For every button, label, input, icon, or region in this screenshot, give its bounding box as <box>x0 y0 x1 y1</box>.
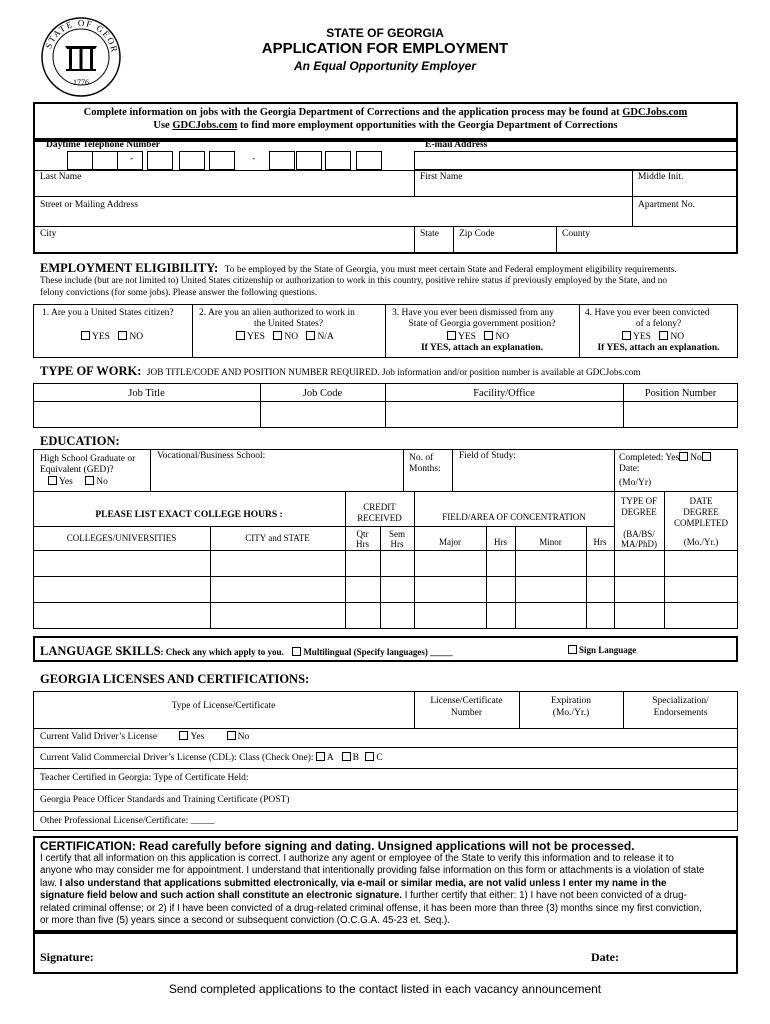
question-felony: of a felony? <box>635 319 682 329</box>
license-number-col: License/Certificate <box>430 696 503 706</box>
license-specialization-col: Endorsements <box>653 708 708 718</box>
certification-line: related criminal offense; or 2) if I have been convicted of a drug-related criminal offense, it has been more than three (3) months since my first conviction, <box>40 902 702 914</box>
phone-digit-6[interactable] <box>209 151 235 170</box>
completed-date[interactable]: Date: <box>619 464 640 474</box>
email-field[interactable] <box>414 151 738 170</box>
footer-note: Send completed applications to the contact listed in each vacancy announcement <box>168 982 602 996</box>
intro-line-2 <box>33 120 738 131</box>
yes-label: YES <box>633 332 651 342</box>
question-alien-answers <box>236 331 334 342</box>
intro-text: Complete information on jobs with the Georgia Department of Corrections and the application process may be found at <box>83 107 623 118</box>
eligibility-text: To be employed by the State of Georgia, you must meet certain State and Federal employment eligibility requirements. <box>224 265 677 275</box>
college-row-2[interactable] <box>34 577 737 602</box>
first-name-field[interactable]: First Name <box>420 172 463 182</box>
eligibility-text: felony convictions (for some jobs). Please answer the following questions. <box>40 288 318 298</box>
hs-answers <box>48 476 108 487</box>
date-degree-heading: DEGREE <box>683 507 719 517</box>
phone-digit-7[interactable] <box>269 151 295 170</box>
phone-digit-10[interactable] <box>356 151 382 170</box>
svg-text:1776: 1776 <box>73 78 89 87</box>
license-expiration-col: (Mo./Yr.) <box>552 708 590 718</box>
certification-line: I certify that all information on this application is correct. I authorize any agent or employee of the State to verify this information and to release it to <box>40 853 674 864</box>
question-dismissed: State of Georgia government position? <box>408 319 556 329</box>
work-col-job-code: Job Code <box>302 388 343 399</box>
cdl-label: Current Valid Commercial Driver’s License (CDL): Class (Check One): <box>40 753 316 763</box>
certification-text-part: I further certify that either: 1) I have not been convicted of a drug- <box>402 890 687 902</box>
dismissed-no-checkbox[interactable] <box>484 331 493 340</box>
intro-text: to find more employment opportunities with the Georgia Department of Corrections <box>237 120 618 131</box>
drivers-license-yes-checkbox[interactable] <box>179 731 188 740</box>
phone-digit-9[interactable] <box>325 151 351 170</box>
work-col-facility: Facility/Office <box>473 388 535 399</box>
eligibility-intro <box>40 261 677 276</box>
na-label: N/A <box>317 332 334 342</box>
degree-type-col: MA/PhD) <box>620 539 657 549</box>
certification-line: anyone who may consider me for appointment. I understand that intentionally providing false information on this form or attachments is a violation of state <box>40 865 705 877</box>
colleges-col: COLLEGES/UNIVERSITIES <box>66 533 177 543</box>
intro-line-1 <box>33 107 738 118</box>
multilingual-label: Multilingual (Specify languages) _____ <box>303 647 453 657</box>
felony-yes-checkbox[interactable] <box>622 331 631 340</box>
page-title: APPLICATION FOR EMPLOYMENT <box>261 40 509 57</box>
position-number-input[interactable] <box>624 402 737 427</box>
language-instruction: : Check any which apply to you. <box>160 647 284 657</box>
date-degree-heading: COMPLETED <box>674 518 728 528</box>
facility-input[interactable] <box>386 402 623 427</box>
yes-label: YES <box>92 332 110 342</box>
header-state: STATE OF GEORGIA <box>326 26 444 40</box>
certification-line: or more than five (5) years since a second or subsequent conviction (O.C.G.A. 45-23 et. Seq.). <box>40 915 451 927</box>
phone-digit-1[interactable] <box>67 151 93 170</box>
phone-digit-4[interactable] <box>147 151 173 170</box>
eligibility-text: These include (but are not limited to) United States citizenship or authorization to work in this country, positive rehire status if previously employed by the State, and no <box>40 276 668 286</box>
alien-na-checkbox[interactable] <box>306 331 315 340</box>
yes-label: Yes <box>190 732 205 742</box>
county-field[interactable]: County <box>562 229 590 239</box>
signature-box <box>33 932 738 974</box>
field-of-study[interactable]: Field of Study: <box>459 451 517 461</box>
major-col: Major <box>439 537 461 547</box>
minor-hrs-col: Hrs <box>593 537 607 547</box>
completed-no-label: No <box>690 453 702 463</box>
zip-field[interactable]: Zip Code <box>459 229 495 239</box>
no-label: No <box>96 477 108 487</box>
yes-label: Yes <box>59 477 73 487</box>
months-field[interactable]: No. of <box>409 453 434 463</box>
eligibility-heading: EMPLOYMENT ELIGIBILITY: <box>40 261 219 275</box>
sign-language-option <box>568 645 636 655</box>
citizen-yes-checkbox[interactable] <box>81 331 90 340</box>
date-degree-heading: DATE <box>689 496 713 506</box>
question-alien: the United States? <box>253 319 324 329</box>
qtr-hrs-col: Qtr <box>356 529 369 539</box>
dismissed-yes-checkbox[interactable] <box>447 331 456 340</box>
cdl-b-label: B <box>352 753 359 763</box>
certification-line <box>40 890 704 902</box>
yes-label: YES <box>458 332 476 342</box>
dismissed-explain-note: If YES, attach an explanation. <box>420 343 544 353</box>
degree-type-col: (BA/BS/ <box>623 529 655 539</box>
certification-heading: CERTIFICATION: Read carefully before signing and dating. Unsigned applications will not be processed. <box>40 839 635 853</box>
language-row <box>40 644 453 659</box>
sign-language-checkbox[interactable] <box>568 645 577 654</box>
state-field[interactable]: State <box>420 229 439 239</box>
multilingual-checkbox[interactable] <box>292 647 301 656</box>
certification-text <box>40 853 704 927</box>
last-name-field[interactable]: Last Name <box>40 172 82 182</box>
city-field[interactable]: City <box>40 229 57 239</box>
work-col-job-title: Job Title <box>128 388 165 399</box>
no-label: NO <box>495 332 510 342</box>
education-heading: EDUCATION: <box>40 434 120 448</box>
yes-label: YES <box>247 332 265 342</box>
job-code-input[interactable] <box>261 402 385 427</box>
felony-no-checkbox[interactable] <box>659 331 668 340</box>
citizen-no-checkbox[interactable] <box>118 331 127 340</box>
question-felony: 4. Have you ever been convicted <box>585 308 710 318</box>
cdl-a-checkbox[interactable] <box>316 752 325 761</box>
signature-field[interactable]: Signature: <box>40 950 94 964</box>
certification-text-bold: I also understand that applications submitted electronically, via e-mail or similar media, are not valid unless I enter my name in the <box>59 877 667 889</box>
language-heading: LANGUAGE SKILLS <box>40 644 161 658</box>
college-row-3[interactable] <box>34 603 737 628</box>
hs-question: Equivalent (GED)? <box>40 465 114 475</box>
completed-question <box>619 452 713 463</box>
question-dismissed: 3. Have you ever been dismissed from any <box>392 308 554 318</box>
phone-dash: - <box>252 154 256 164</box>
license-specialization-col: Specialization/ <box>652 696 709 706</box>
job-title-input[interactable] <box>34 402 260 427</box>
college-row-1[interactable] <box>34 551 737 576</box>
cdl-c-checkbox[interactable] <box>365 752 374 761</box>
phone-digit-2[interactable] <box>92 151 118 170</box>
no-label: NO <box>284 332 299 342</box>
work-header <box>40 364 640 379</box>
license-number-col: Number <box>450 708 483 718</box>
question-felony-answers <box>622 331 684 342</box>
email-label: E-mail Address <box>425 140 488 150</box>
cdl-row <box>40 752 383 763</box>
work-heading: TYPE OF WORK: <box>40 364 142 378</box>
question-dismissed-answers <box>447 331 509 342</box>
drivers-license-label: Current Valid Driver’s License <box>40 732 158 742</box>
work-note: JOB TITLE/CODE AND POSITION NUMBER REQUIRED. Job information and/or position number is available at GDCJobs.com <box>146 368 641 378</box>
question-citizen-answers <box>81 331 143 342</box>
type-degree-heading: DEGREE <box>621 507 657 517</box>
city-state-col: CITY and STATE <box>245 533 310 543</box>
alien-no-checkbox[interactable] <box>273 331 282 340</box>
sem-hrs-col: Sem <box>388 529 405 539</box>
certification-text-part: law. <box>40 877 60 889</box>
gdcjobs-link[interactable]: GDCJobs.com <box>622 107 688 118</box>
minor-col: Minor <box>539 537 562 547</box>
major-hrs-col: Hrs <box>494 537 507 547</box>
no-label: NO <box>670 332 685 342</box>
license-expiration-col: Expiration <box>550 696 592 706</box>
cdl-b-checkbox[interactable] <box>342 752 351 761</box>
date-field[interactable]: Date: <box>591 950 619 964</box>
no-label: NO <box>129 332 144 342</box>
middle-init-field[interactable]: Middle Init. <box>638 172 684 182</box>
phone-label: Daytime Telephone Number <box>46 140 160 150</box>
svg-text:STATE OF GEORGIA: STATE OF GEOR <box>43 17 120 55</box>
qtr-hrs-col: Hrs <box>356 539 369 549</box>
license-type-col: Type of License/Certificate <box>171 701 276 711</box>
cdl-c-label: C <box>376 753 383 763</box>
certification-text-bold: signature field below and such action shall constitute an electronic signature. <box>40 890 403 902</box>
street-field[interactable]: Street or Mailing Address <box>40 200 138 210</box>
hs-yes-checkbox[interactable] <box>48 476 57 485</box>
type-degree-heading: TYPE OF <box>620 496 658 506</box>
phone-dash: - <box>130 154 134 164</box>
hs-question: High School Graduate or <box>40 454 136 464</box>
vocational-school-field[interactable]: Vocational/Business School: <box>157 451 266 461</box>
college-hours-heading: PLEASE LIST EXACT COLLEGE HOURS : <box>95 510 283 520</box>
field-concentration-heading: FIELD/AREA OF CONCENTRATION <box>442 512 586 522</box>
question-citizen: 1. Are you a United States citizen? <box>42 308 174 318</box>
completed-yes-label: Completed: Yes <box>619 453 680 463</box>
post-cert-field[interactable]: Georgia Peace Officer Standards and Training Certificate (POST) <box>40 795 290 805</box>
completed-yes-checkbox[interactable] <box>679 452 688 461</box>
sign-language-label: Sign Language <box>579 645 637 655</box>
completed-no-checkbox[interactable] <box>702 452 711 461</box>
months-field: Months: <box>409 464 441 474</box>
apartment-field[interactable]: Apartment No. <box>638 200 695 210</box>
licenses-heading: GEORGIA LICENSES AND CERTIFICATIONS: <box>40 672 310 686</box>
intro-text: Use <box>153 120 173 131</box>
no-label: No <box>237 732 250 742</box>
work-col-position: Position Number <box>644 388 717 399</box>
question-alien: 2. Are you an alien authorized to work in <box>199 308 355 318</box>
alien-yes-checkbox[interactable] <box>236 331 245 340</box>
certification-line <box>40 878 704 890</box>
other-license-field[interactable]: Other Professional License/Certificate: _____ <box>40 816 215 826</box>
phone-digit-5[interactable] <box>179 151 205 170</box>
drivers-license-row <box>40 731 249 742</box>
degree-date-col: (Mo./Yr.) <box>683 537 719 547</box>
drivers-license-no-checkbox[interactable] <box>227 731 236 740</box>
gdcjobs-link[interactable]: GDCJobs.com <box>172 120 238 131</box>
completed-date-format: (Mo/Yr) <box>619 478 652 488</box>
felony-explain-note: If YES, attach an explanation. <box>597 343 720 353</box>
cdl-a-label: A <box>326 753 334 763</box>
credit-received: CREDIT <box>363 502 396 512</box>
teacher-cert-field[interactable]: Teacher Certified in Georgia: Type of Certificate Held: <box>40 773 249 783</box>
hs-no-checkbox[interactable] <box>85 476 94 485</box>
sem-hrs-col: Hrs <box>390 539 404 549</box>
credit-received: RECEIVED <box>357 513 402 523</box>
page-subtitle: An Equal Opportunity Employer <box>293 59 476 73</box>
phone-digit-8[interactable] <box>296 151 322 170</box>
